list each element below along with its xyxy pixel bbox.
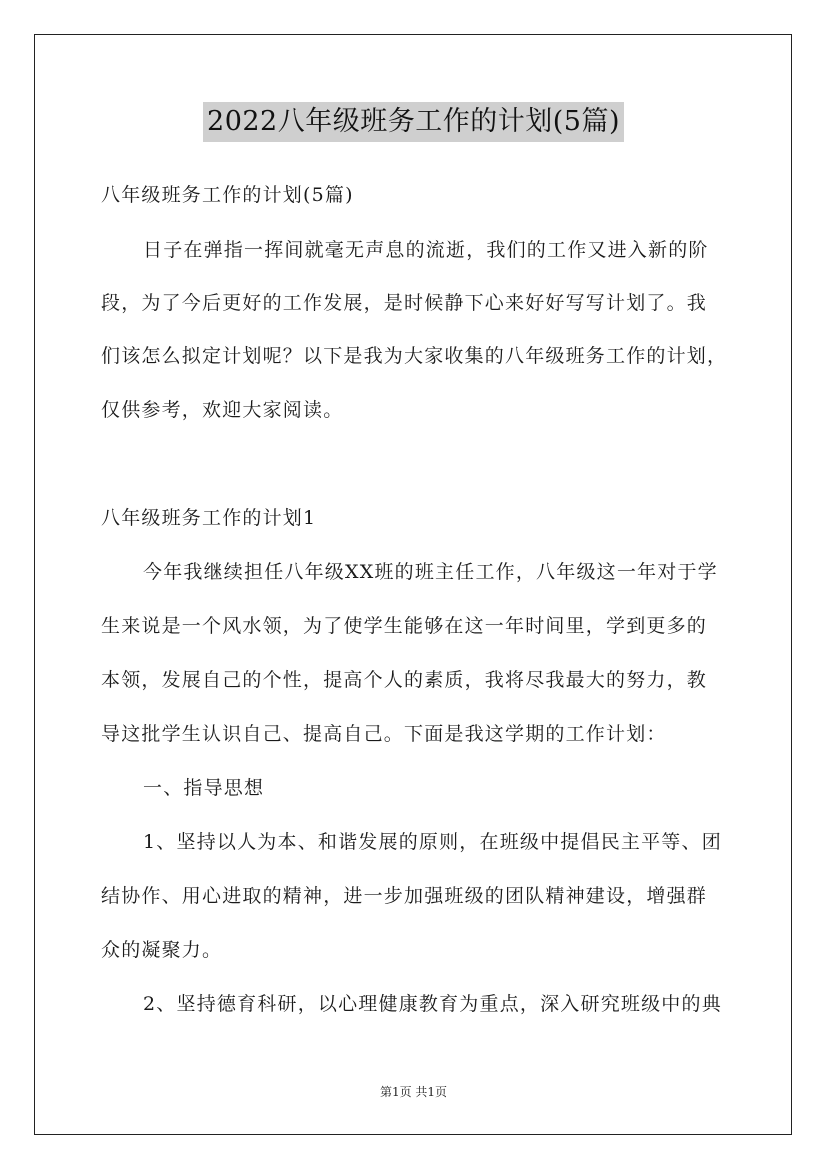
- paragraph-line: 仅供参考，欢迎大家阅读。: [101, 399, 344, 421]
- paragraph-line: 今年我继续担任八年级XX班的班主任工作，八年级这一年对于学: [143, 561, 718, 583]
- paragraph-line: 众的凝聚力。: [101, 939, 223, 961]
- section-heading: 八年级班务工作的计划(5篇): [101, 184, 354, 206]
- document-title: 2022八年级班务工作的计划(5篇): [203, 102, 624, 142]
- paragraph-line: 生来说是一个风水领，为了使学生能够在这一年时间里，学到更多的: [101, 615, 708, 637]
- paragraph-line: 段，为了今后更好的工作发展，是时候静下心来好好写写计划了。我: [101, 292, 708, 314]
- paragraph-line: 日子在弹指一挥间就毫无声息的流逝，我们的工作又进入新的阶: [143, 239, 709, 261]
- paragraph-line: 们该怎么拟定计划呢？以下是我为大家收集的八年级班务工作的计划，: [101, 345, 728, 367]
- paragraph-line: 结协作、用心进取的精神，进一步加强班级的团队精神建设，增强群: [101, 885, 708, 907]
- paragraph-line: 2、坚持德育科研，以心理健康教育为重点，深入研究班级中的典: [143, 993, 722, 1015]
- paragraph-line: 本领，发展自己的个性，提高个人的素质，我将尽我最大的努力，教: [101, 669, 708, 691]
- page-footer: 第1页 共1页: [379, 1085, 448, 1099]
- section-heading: 八年级班务工作的计划1: [101, 507, 317, 529]
- title-container: [0, 102, 827, 142]
- paragraph-line: 导这批学生认识自己、提高自己。下面是我这学期的工作计划：: [101, 723, 667, 745]
- subsection-heading: 一、指导思想: [143, 777, 265, 799]
- paragraph-line: 1、坚持以人为本、和谐发展的原则，在班级中提倡民主平等、团: [143, 831, 722, 853]
